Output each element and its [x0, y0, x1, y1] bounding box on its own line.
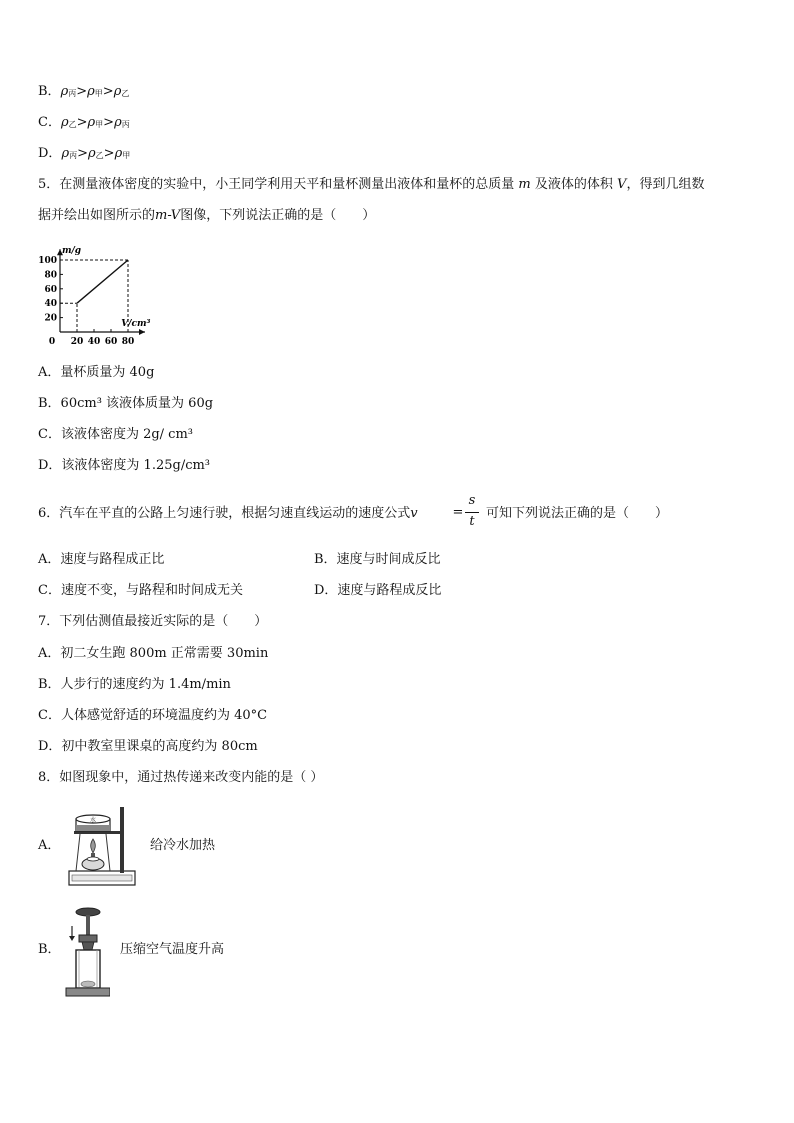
variable-v: V	[617, 177, 627, 192]
q6-stem	[38, 505, 418, 523]
data-line	[77, 260, 128, 303]
q7-option-a: A．初二女生跑 800m 正常需要 30min	[38, 646, 269, 661]
stem-text: 6．汽车在平直的公路上匀速行驶，根据匀速直线运动的速度公式	[38, 506, 411, 521]
y-axis-label: m/g	[62, 246, 82, 257]
subscript: 乙	[95, 151, 104, 160]
rho: ρ	[88, 146, 96, 161]
rho: ρ	[114, 146, 123, 161]
y-tick-label: 20	[44, 313, 57, 324]
subscript: 甲	[122, 151, 131, 160]
q6-stem-tail: 可知下列说法正确的是（ ）	[486, 506, 669, 521]
q4-option-c	[38, 114, 130, 134]
subscript: 乙	[68, 120, 77, 129]
option-prefix: C．	[38, 115, 61, 130]
stem-text: 图像，下列说法正确的是（ ）	[180, 208, 376, 223]
greater-than: >	[77, 146, 88, 161]
x-axis-label: V/cm³	[121, 319, 151, 329]
rho: ρ	[87, 115, 96, 130]
mv-graph	[30, 238, 200, 348]
greater-than: >	[76, 115, 88, 130]
fraction-denominator: t	[469, 514, 475, 529]
q5-option-b: B．60cm³ 该液体质量为 60g	[38, 396, 214, 411]
q7-option-c: C．人体感觉舒适的环境温度约为 40°C	[38, 708, 268, 723]
rho: ρ	[61, 146, 70, 161]
q8-stem: 8．如图现象中，通过热传递来改变内能的是（ ）	[38, 770, 324, 785]
rho: ρ	[60, 115, 69, 130]
rho: ρ	[114, 115, 122, 130]
q5-option-a: A．量杯质量为 40g	[38, 365, 155, 380]
subscript: 丙	[68, 89, 77, 98]
q4-option-d	[38, 145, 130, 165]
q5-option-d: D．该液体密度为 1.25g/cm³	[38, 458, 211, 473]
q6-option-a: A．速度与路程成正比	[38, 552, 165, 567]
equals-sign: =	[452, 505, 464, 520]
q7-stem: 7．下列估测值最接近实际的是（ ）	[38, 614, 268, 629]
heating-water-apparatus-image	[66, 805, 138, 889]
subscript: 乙	[121, 89, 130, 98]
air-compression-syringe-image	[62, 906, 110, 998]
stem-text: 5．在测量液体密度的实验中，小王同学利用天平和量杯测量出液体和量杯的总质量	[38, 177, 515, 192]
subscript: 丙	[69, 151, 78, 160]
q8-option-a-prefix: A．	[38, 838, 61, 853]
option-prefix: B．	[38, 84, 61, 99]
mv-label: m-V	[155, 208, 181, 223]
rho: ρ	[87, 84, 95, 99]
rho: ρ	[113, 84, 122, 99]
x-axis-arrow	[139, 329, 145, 335]
x-tick-label: 0	[48, 337, 56, 347]
x-tick-label: 20	[70, 337, 84, 347]
fraction-numerator: s	[468, 493, 476, 508]
q5-stem-line1	[38, 176, 704, 194]
subscript: 丙	[121, 120, 130, 129]
y-tick-label: 40	[44, 299, 57, 310]
q5-stem-line2	[38, 207, 375, 225]
greater-than: >	[102, 84, 114, 99]
svg-text:水: 水	[89, 817, 97, 824]
rho: ρ	[60, 84, 69, 99]
y-tick-label: 100	[38, 256, 57, 266]
y-tick-label: 60	[44, 284, 57, 295]
q8-option-b-prefix: B．	[38, 942, 61, 957]
q6-option-d: D．速度与路程成反比	[314, 583, 442, 598]
variable-v: v	[410, 506, 418, 521]
option-prefix: D．	[38, 146, 62, 161]
stem-text: ，得到几组数	[626, 177, 705, 192]
q8-option-b-text: 压缩空气温度升高	[120, 942, 225, 957]
q6-option-b: B．速度与时间成反比	[314, 552, 441, 567]
y-tick-label: 80	[44, 270, 57, 281]
x-tick-label: 60	[104, 337, 118, 347]
fraction-bar	[465, 512, 479, 513]
subscript: 甲	[95, 120, 104, 129]
greater-than: >	[76, 84, 88, 99]
q8-option-a-text: 给冷水加热	[150, 838, 216, 853]
q7-option-b: B．人步行的速度约为 1.4m/min	[38, 677, 231, 692]
stem-text: 及液体的体积	[534, 177, 613, 192]
q4-option-b	[38, 83, 129, 103]
q5-option-c: C．该液体密度为 2g/ cm³	[38, 427, 194, 442]
x-tick-label: 80	[121, 337, 135, 347]
q7-option-d: D．初中教室里课桌的高度约为 80cm	[38, 739, 258, 754]
greater-than: >	[103, 146, 115, 161]
q6-option-c: C．速度不变，与路程和时间成无关	[38, 583, 243, 598]
x-tick-label: 40	[87, 337, 101, 347]
variable-m: m	[518, 177, 531, 192]
subscript: 甲	[94, 89, 103, 98]
greater-than: >	[103, 115, 115, 130]
stem-text: 据并绘出如图所示的	[38, 208, 156, 223]
